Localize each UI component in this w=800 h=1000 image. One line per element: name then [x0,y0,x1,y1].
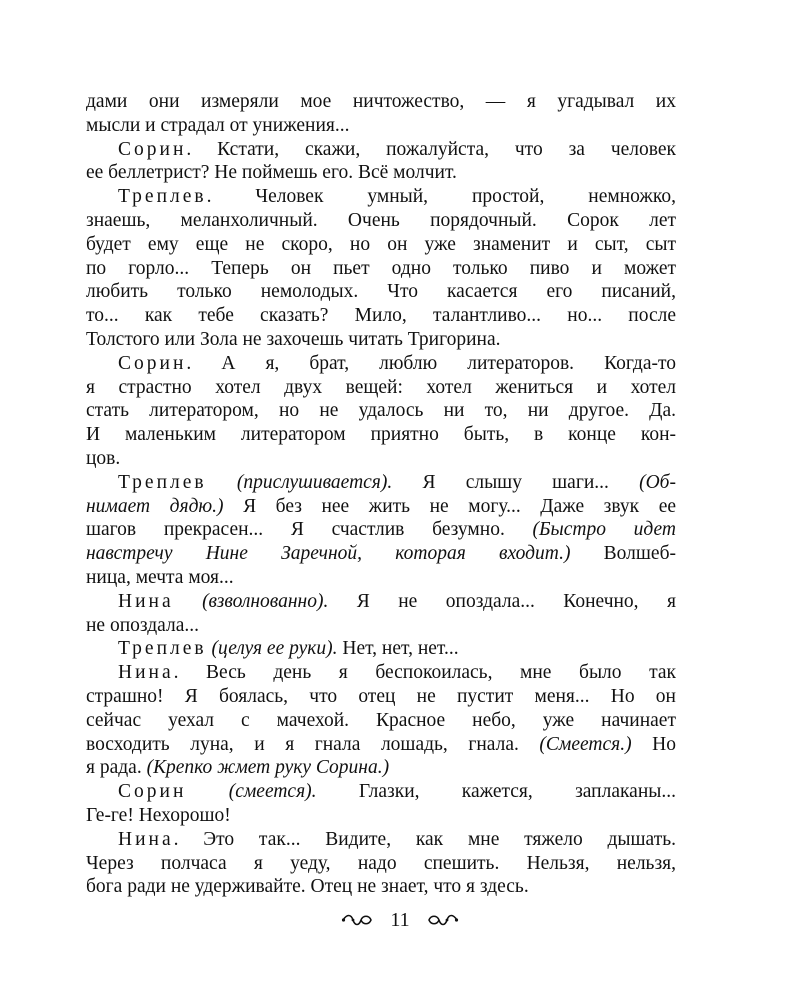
dialogue-text: стать литератором, но не удалось ни то, ни другое. Да. [86,400,676,422]
text-line [86,756,676,780]
dialogue-text: Через полчаса я уеду, надо спешить. Нельзя, нельзя, [86,852,676,874]
text-line [86,661,676,685]
text-line [86,804,676,828]
dialogue-text: будет ему еще не скоро, но он уже знаменит и сыт, сыт [86,233,676,255]
text-line [86,352,676,376]
text-line [86,685,676,709]
page-footer [0,908,800,932]
stage-direction: (Быстро идет [532,519,676,541]
dialogue-text: не опоздала... [86,614,200,636]
text-line [86,185,676,209]
stage-direction: навстречу Нине Заречной, которая входит.) [86,543,571,565]
stage-direction: (целуя ее руки). [206,638,338,660]
text-line [86,90,676,114]
speaker-name: Нина [118,828,174,850]
dialogue-text: Глазки, кажется, заплаканы... [316,781,676,803]
dialogue-text: ее беллетрист? Не поймешь его. Всё молчит. [86,162,457,184]
speaker-name: Нина [118,590,174,612]
dialogue-text: мысли и страдал от унижения... [86,114,350,136]
dialogue-text: Я слышу шаги... [392,471,640,493]
text-line [86,399,676,423]
dialogue-text: бога ради не удерживайте. Отец не знает, что я здесь. [86,876,529,898]
speaker-name: Сорин [118,352,187,374]
speaker-name: Треплев [118,186,207,208]
dialogue-text: . Это так... Видите, как мне тяжело дышать. [173,828,676,850]
ornament-left-icon [341,911,375,929]
dialogue-text: цов. [86,447,121,469]
dialogue-text: И маленьким литератором приятно быть, в конце кон- [86,424,676,446]
text-line [86,114,676,138]
stage-direction: (Смеется.) [539,733,632,755]
dialogue-text: Нет, нет, нет... [337,638,459,660]
text-line [86,209,676,233]
text-line [86,328,676,352]
speaker-name: Сорин [118,138,187,160]
dialogue-text: я рада. [86,757,147,779]
text-line [86,637,676,661]
page-body [86,90,676,899]
stage-direction: нимает дядю.) [86,495,224,517]
speaker-name: Треплев [118,638,207,660]
page-number: 11 [390,908,410,931]
text-line [86,852,676,876]
text-line [86,161,676,185]
text-line [86,376,676,400]
stage-direction: (Крепко жмет руку Сорина.) [146,757,390,779]
text-line [86,780,676,804]
dialogue-text: Ге-ге! Нехорошо! [86,804,231,826]
text-line [86,614,676,638]
text-line [86,828,676,852]
dialogue-text: любить только немолодых. Что касается его писаний, [86,281,676,303]
text-line [86,590,676,614]
dialogue-text: ница, мечта моя... [86,566,234,588]
text-line [86,304,676,328]
text-line [86,257,676,281]
stage-direction: (взволнованно). [173,590,329,612]
text-line [86,423,676,447]
text-line [86,280,676,304]
text-line [86,875,676,899]
dialogue-text: восходить луна, и я гнала лошадь, гнала. [86,733,540,755]
text-line [86,447,676,471]
text-line [86,471,676,495]
dialogue-text: шагов прекрасен... Я счастлив безумно. [86,519,533,541]
dialogue-text: . Весь день я беспокоилась, мне было так [173,662,676,684]
dialogue-text: страшно! Я боялась, что отец не пустит меня... Но он [86,685,676,707]
dialogue-text: дами они измеряли мое ничтожество, — я угадывал их [86,91,676,112]
dialogue-text: . Человек умный, простой, немножко, [206,186,676,208]
dialogue-text: Волшеб- [570,543,676,565]
text-line [86,542,676,566]
text-line [86,518,676,542]
dialogue-text: сейчас уехал с мачехой. Красное небо, уже начинает [86,709,676,731]
dialogue-text: Я не опоздала... Конечно, я [328,590,676,612]
ornament-right-icon [425,911,459,929]
dialogue-text: Я без нее жить не могу... Даже звук ее [223,495,676,517]
text-line [86,566,676,590]
stage-direction: (прислушивается). [206,471,393,493]
stage-direction: (Об- [639,471,676,493]
dialogue-text: . А я, брат, люблю литераторов. Когда-то [186,352,676,374]
text-line [86,709,676,733]
text-line [86,138,676,162]
speaker-name: Треплев [118,471,207,493]
dialogue-text: то... как тебе сказать? Мило, талантливо... но... после [86,305,676,327]
text-line [86,495,676,519]
speaker-name: Сорин [118,781,187,803]
text-line [86,733,676,757]
dialogue-text: знаешь, меланхоличный. Очень порядочный. Сорок лет [86,209,676,231]
stage-direction: (смеется). [186,781,317,803]
dialogue-text: Толстого или Зола не захочешь читать Тригорина. [86,328,501,350]
dialogue-text: Но [631,733,676,755]
dialogue-text: по горло... Теперь он пьет одно только пиво и может [86,257,676,279]
dialogue-text: . Кстати, скажи, пожалуйста, что за человек [186,138,676,160]
text-line [86,233,676,257]
dialogue-text: я страстно хотел двух вещей: хотел жениться и хотел [86,376,676,398]
speaker-name: Нина [118,662,174,684]
